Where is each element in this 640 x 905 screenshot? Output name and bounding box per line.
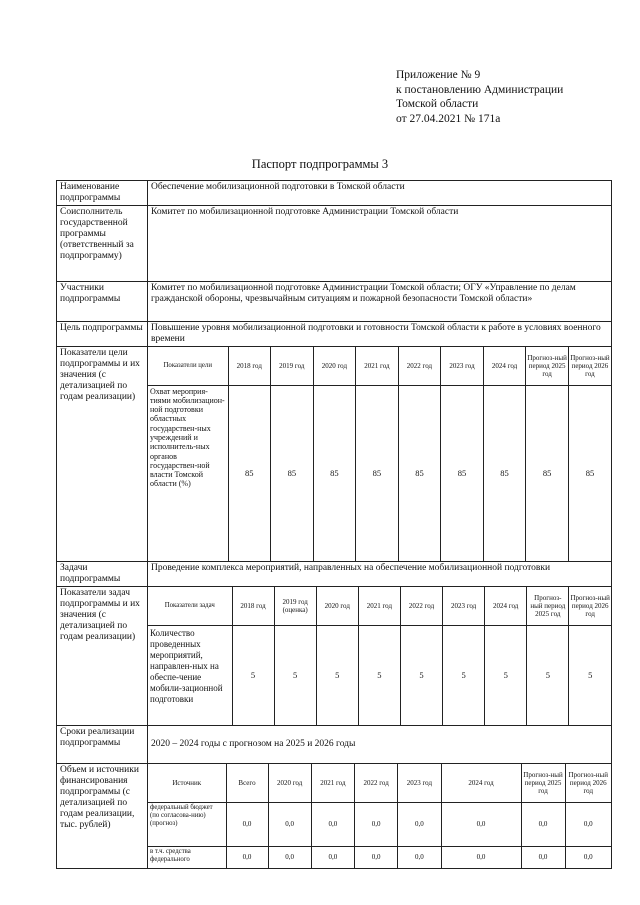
- row-terms: [57, 726, 612, 764]
- fund-row1-2026: 0,0: [565, 802, 611, 846]
- task-value-2018: 5: [232, 625, 274, 725]
- fund-head-2: 2020 год: [268, 764, 311, 802]
- fund-row1-2025: 0,0: [521, 802, 565, 846]
- fund-row2-total: 0,0: [226, 846, 268, 868]
- header-line-4: от 27.04.2021 № 171а: [396, 112, 501, 125]
- goal-head-7: 2024 год: [483, 347, 526, 385]
- fund-row-federal: [148, 802, 611, 846]
- row-name: [57, 181, 612, 206]
- task-head-0: Показатели задач: [148, 587, 232, 625]
- task-table-row: [148, 625, 611, 725]
- label-goal: Цель подпрограммы: [57, 322, 148, 347]
- header-line-2: к постановлению Администрации: [396, 83, 564, 96]
- goal-value-2026: 85: [568, 385, 611, 561]
- row-tasks: [57, 562, 612, 587]
- goal-head-6: 2023 год: [441, 347, 484, 385]
- fund-head-8: Прогноз-ный период 2026 год: [565, 764, 611, 802]
- value-terms: 2020 – 2024 годы с прогнозом на 2025 и 2026 годы: [148, 726, 612, 764]
- fund-head-4: 2022 год: [355, 764, 398, 802]
- task-value-2024: 5: [485, 625, 527, 725]
- funding-table: [148, 764, 611, 868]
- task-value-2023: 5: [443, 625, 485, 725]
- row-goal: [57, 322, 612, 347]
- goal-head-2: 2019 год: [271, 347, 314, 385]
- goal-value-2024: 85: [483, 385, 526, 561]
- value-coexec: Комитет по мобилизационной подготовке Администрации Томской области: [148, 206, 612, 282]
- goal-value-2018: 85: [228, 385, 271, 561]
- goal-head-3: 2020 год: [313, 347, 356, 385]
- task-head-2: 2019 год (оценка): [274, 587, 316, 625]
- label-coexec: Соисполнитель государственной программы (ответственный за подпрограмму): [57, 206, 148, 282]
- label-task-indicators: Показатели задач подпрограммы и их значения (с детализацией по годам реализации): [57, 587, 148, 726]
- value-participants: Комитет по мобилизационной подготовке Администрации Томской области; ОГУ «Управление по делам гражданской обороны, чрезвычайным ситуациям и пожарной безопасности Томской области»: [148, 282, 612, 322]
- row-task-indicators: [57, 587, 612, 726]
- goal-head-0: Показатели цели: [148, 347, 228, 385]
- goal-value-2022: 85: [398, 385, 441, 561]
- task-head-6: 2023 год: [443, 587, 485, 625]
- goal-value-2019: 85: [271, 385, 314, 561]
- task-value-2021: 5: [358, 625, 400, 725]
- fund-head-6: 2024 год: [441, 764, 521, 802]
- approval-header: [396, 68, 616, 126]
- row-goal-indicators: [57, 347, 612, 562]
- fund-table-head: [148, 764, 611, 802]
- value-name: Обеспечение мобилизационной подготовки в Томской области: [148, 181, 612, 206]
- row-coexec: [57, 206, 612, 282]
- fund-head-5: 2023 год: [398, 764, 441, 802]
- fund-row1-2022: 0,0: [355, 802, 398, 846]
- goal-value-2023: 85: [441, 385, 484, 561]
- fund-row1-2021: 0,0: [311, 802, 354, 846]
- task-head-9: Прогноз-ный период 2026 год: [569, 587, 611, 625]
- goal-table-head: [148, 347, 611, 385]
- goal-head-5: 2022 год: [398, 347, 441, 385]
- task-indicators-table: [148, 587, 611, 725]
- fund-row2-2021: 0,0: [311, 846, 354, 868]
- fund-head-7: Прогноз-ный период 2025 год: [521, 764, 565, 802]
- row-funding: [57, 764, 612, 869]
- task-indicators-cell: [148, 587, 612, 726]
- fund-row2-2020: 0,0: [268, 846, 311, 868]
- row-participants: [57, 282, 612, 322]
- fund-row1-2023: 0,0: [398, 802, 441, 846]
- label-tasks: Задачи подпрограммы: [57, 562, 148, 587]
- fund-row1-2024: 0,0: [441, 802, 521, 846]
- goal-value-2025: 85: [526, 385, 569, 561]
- fund-row2-2022: 0,0: [355, 846, 398, 868]
- label-funding: Объем и источники финансирования подпрограммы (с детализацией по годам реализации, тыс. рублей): [57, 764, 148, 869]
- fund-head-1: Всего: [226, 764, 268, 802]
- goal-value-2021: 85: [356, 385, 399, 561]
- fund-head-3: 2021 год: [311, 764, 354, 802]
- task-indicator-desc: Количество проведенных мероприятий, направлен-ных на обеспе-чение мобили-зационной подготовки: [148, 625, 232, 725]
- task-value-2019: 5: [274, 625, 316, 725]
- label-name: Наименование подпрограммы: [57, 181, 148, 206]
- header-line-3: Томской области: [396, 98, 479, 110]
- task-head-8: Прогноз-ный период 2025 год: [527, 587, 569, 625]
- value-tasks: Проведение комплекса мероприятий, направленных на обеспечение мобилизационной подготовки: [148, 562, 612, 587]
- task-value-2022: 5: [400, 625, 442, 725]
- goal-head-9: Прогноз-ный период 2026 год: [568, 347, 611, 385]
- task-head-4: 2021 год: [358, 587, 400, 625]
- goal-head-1: 2018 год: [228, 347, 271, 385]
- header-line-1: Приложение № 9: [396, 69, 481, 81]
- goal-head-8: Прогноз-ный период 2025 год: [526, 347, 569, 385]
- label-goal-indicators: Показатели цели подпрограммы и их значения (с детализацией по годам реализации): [57, 347, 148, 562]
- fund-row1-total: 0,0: [226, 802, 268, 846]
- task-table-head: [148, 587, 611, 625]
- fund-row2-2023: 0,0: [398, 846, 441, 868]
- funding-cell: [148, 764, 612, 869]
- goal-head-4: 2021 год: [356, 347, 399, 385]
- task-value-2025: 5: [527, 625, 569, 725]
- task-head-1: 2018 год: [232, 587, 274, 625]
- task-value-2026: 5: [569, 625, 611, 725]
- goal-indicators-cell: [148, 347, 612, 562]
- goal-indicator-desc: Охват мероприя-тиями мобилизацион-ной подготовки областных государствен-ных учреждений и исполнитель-ных органов государствен-ной власти Томской области (%): [148, 385, 228, 561]
- task-head-7: 2024 год: [485, 587, 527, 625]
- label-participants: Участники подпрограммы: [57, 282, 148, 322]
- goal-table-row: [148, 385, 611, 561]
- value-goal: Повышение уровня мобилизационной подготовки и готовности Томской области к работе в условиях военного времени: [148, 322, 612, 347]
- label-terms: Сроки реализации подпрограммы: [57, 726, 148, 764]
- passport-table: [56, 180, 612, 869]
- fund-row2-2025: 0,0: [521, 846, 565, 868]
- fund-row2-2024: 0,0: [441, 846, 521, 868]
- fund-row1-2020: 0,0: [268, 802, 311, 846]
- goal-indicators-table: [148, 347, 611, 561]
- fund-head-0: Источник: [148, 764, 226, 802]
- fund-row2-2026: 0,0: [565, 846, 611, 868]
- task-head-5: 2022 год: [400, 587, 442, 625]
- task-value-2020: 5: [316, 625, 358, 725]
- fund-row2-source: в т.ч. средства федерального: [148, 846, 226, 868]
- task-head-3: 2020 год: [316, 587, 358, 625]
- document-title: Паспорт подпрограммы 3: [251, 157, 389, 171]
- fund-row-federal-incl: [148, 846, 611, 868]
- goal-value-2020: 85: [313, 385, 356, 561]
- fund-row1-source: федеральный бюджет (по согласова-нию) (прогноз): [148, 802, 226, 846]
